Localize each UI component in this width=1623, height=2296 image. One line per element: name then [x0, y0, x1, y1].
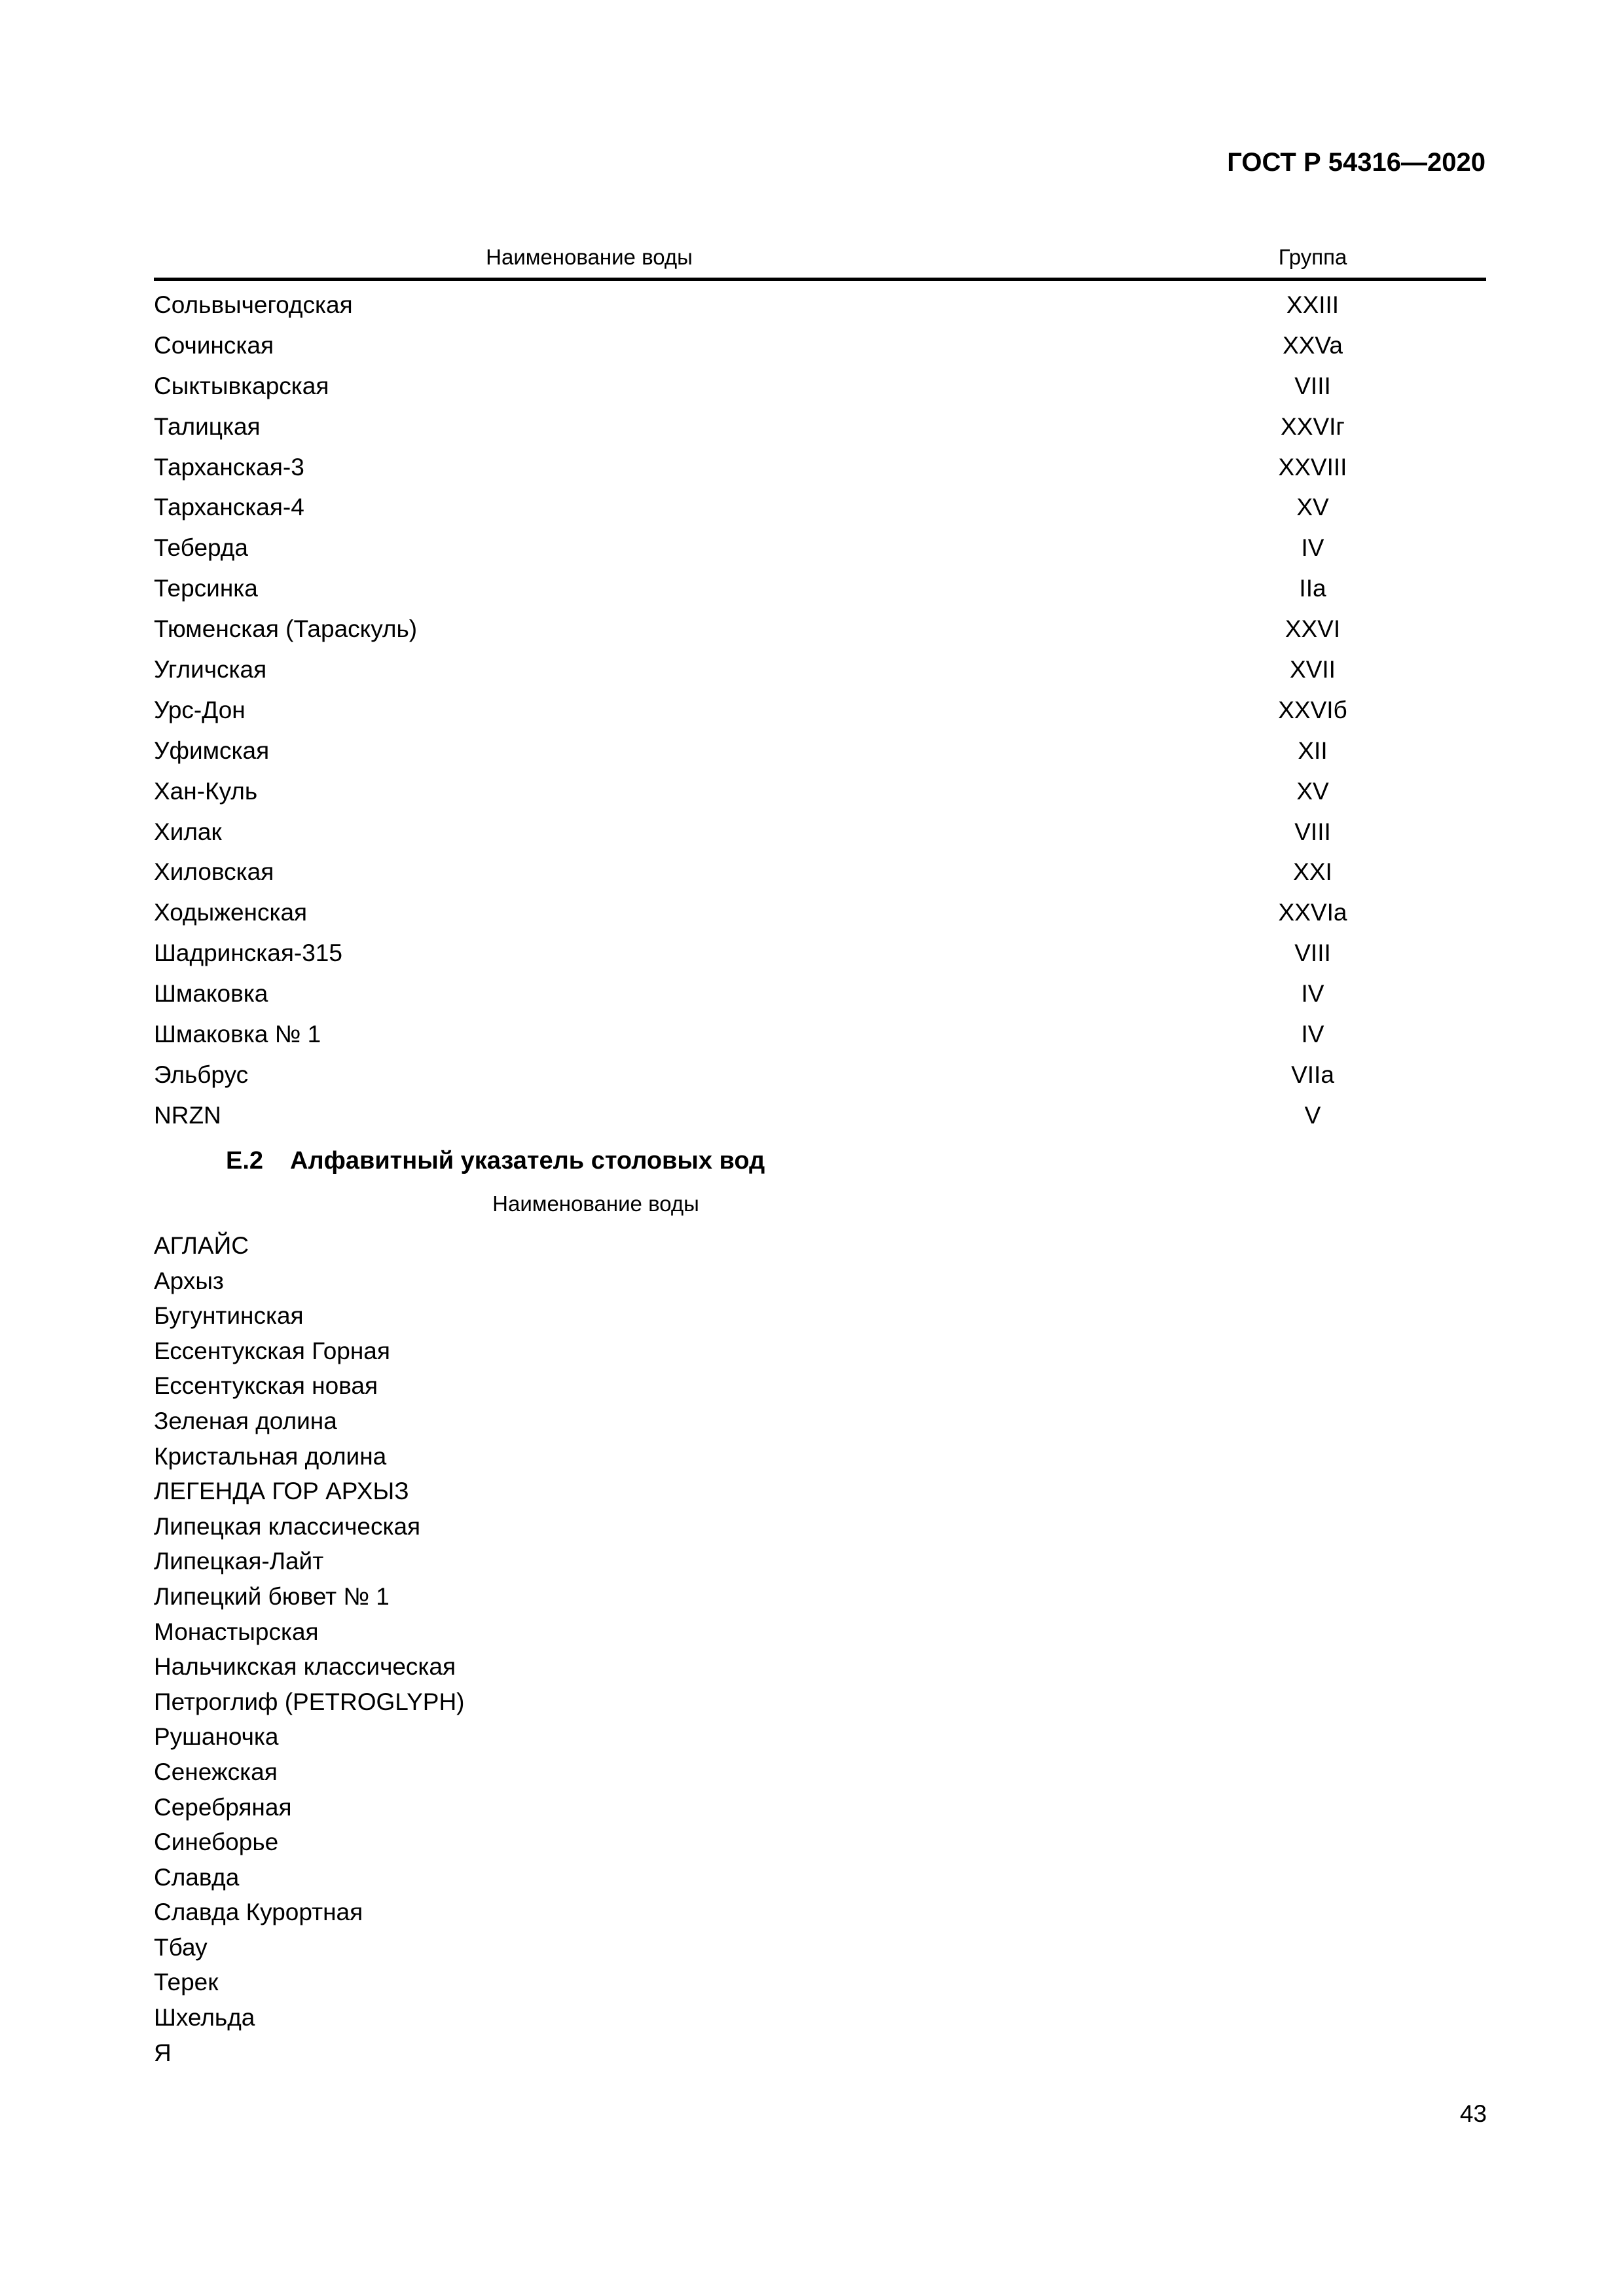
- list-item: ЛЕГЕНДА ГОР АРХЫЗ: [154, 1478, 409, 1505]
- list-item: Липецкий бювет № 1: [154, 1582, 390, 1610]
- table-row: [154, 1055, 1486, 1095]
- list-item: Ессентукская Горная: [154, 1337, 390, 1364]
- water-group: XV: [1296, 777, 1329, 805]
- water-group: XII: [1298, 737, 1328, 764]
- table-header: [154, 241, 1486, 281]
- water-group: VIIa: [1291, 1061, 1334, 1088]
- table-water-column-header: Наименование воды: [492, 1192, 699, 1216]
- section-number: Е.2: [226, 1147, 264, 1175]
- water-name: Тарханская-3: [154, 453, 304, 481]
- document-header: ГОСТ Р 54316—2020: [1227, 148, 1486, 177]
- table-row: [154, 933, 1486, 974]
- list-item: Кристальная долина: [154, 1442, 387, 1470]
- list-item: Шхельда: [154, 2004, 255, 2032]
- water-name: Шмаковка: [154, 980, 268, 1008]
- list-item: АГЛАЙС: [154, 1232, 249, 1259]
- water-group: IV: [1301, 1021, 1324, 1048]
- table-row: [154, 366, 1486, 407]
- water-group: XXVa: [1283, 331, 1343, 359]
- table-row: [154, 285, 1486, 325]
- table-row: [154, 609, 1486, 649]
- water-group: XXI: [1293, 858, 1332, 886]
- water-name: Ходыженская: [154, 899, 308, 926]
- table-row: [154, 528, 1486, 568]
- water-name: NRZN: [154, 1101, 221, 1129]
- water-group: IV: [1301, 534, 1324, 562]
- list-item: Бугунтинская: [154, 1302, 304, 1330]
- water-name: Тарханская-4: [154, 494, 304, 521]
- water-name: Хан-Куль: [154, 777, 258, 805]
- table-row: [154, 812, 1486, 852]
- water-group: XVII: [1290, 656, 1336, 683]
- table-row: [154, 974, 1486, 1014]
- list-item: Липецкая классическая: [154, 1512, 421, 1540]
- list-item: Серебряная: [154, 1793, 292, 1821]
- list-item: Архыз: [154, 1267, 224, 1294]
- water-group: XV: [1296, 494, 1329, 521]
- table-body: [154, 281, 1486, 1136]
- water-name: Терсинка: [154, 575, 258, 602]
- table-row: [154, 852, 1486, 892]
- column-header-group: Группа: [1278, 245, 1347, 269]
- list-item: Терек: [154, 1969, 219, 1996]
- page-number: 43: [1459, 2100, 1487, 2127]
- table-row: [154, 690, 1486, 731]
- water-group: VIII: [1294, 939, 1331, 967]
- water-name: Шадринская-315: [154, 939, 342, 967]
- table-row: [154, 1014, 1486, 1055]
- list-item: Славда: [154, 1863, 240, 1891]
- water-name: Урс-Дон: [154, 696, 246, 723]
- water-name: Сольвычегодская: [154, 291, 353, 318]
- water-group: XXIII: [1286, 291, 1340, 318]
- list-item: Тбау: [154, 1933, 208, 1961]
- table-water-list: [154, 1228, 465, 2070]
- table-row: [154, 649, 1486, 690]
- water-name: Сочинская: [154, 331, 274, 359]
- water-name: Угличская: [154, 656, 267, 683]
- water-group: IIa: [1299, 575, 1326, 602]
- table-row: [154, 447, 1486, 488]
- section-heading: Алфавитный указатель столовых вод: [290, 1147, 765, 1175]
- list-item: Зеленая долина: [154, 1407, 337, 1434]
- table-row: [154, 568, 1486, 609]
- list-item: Липецкая-Лайт: [154, 1548, 324, 1575]
- list-item: Петроглиф (PETROGLYPH): [154, 1688, 465, 1715]
- list-item: Славда Курортная: [154, 1899, 363, 1926]
- water-name: Хиловская: [154, 858, 274, 886]
- water-group: XXVIб: [1278, 696, 1347, 723]
- column-header-name: Наименование воды: [486, 245, 693, 269]
- table-row: [154, 731, 1486, 771]
- table-row: [154, 892, 1486, 933]
- table-row: [154, 407, 1486, 447]
- water-group: VIII: [1294, 818, 1331, 845]
- list-item: Я: [154, 2039, 172, 2066]
- water-group: V: [1304, 1101, 1321, 1129]
- water-name: Талицкая: [154, 412, 261, 440]
- list-item: Синеборье: [154, 1829, 279, 1856]
- table-row: [154, 771, 1486, 812]
- list-item: Ессентукская новая: [154, 1372, 378, 1400]
- mineral-water-table: [154, 241, 1486, 1136]
- water-name: Эльбрус: [154, 1061, 249, 1088]
- water-group: VIII: [1294, 372, 1331, 399]
- water-name: Хилак: [154, 818, 222, 845]
- water-name: Тюменская (Тараскуль): [154, 615, 418, 643]
- table-row: [154, 325, 1486, 366]
- water-name: Уфимская: [154, 737, 270, 764]
- water-name: Теберда: [154, 534, 248, 562]
- water-group: XXVIг: [1281, 412, 1345, 440]
- water-name: Сыктывкарская: [154, 372, 329, 399]
- table-row: [154, 1095, 1486, 1136]
- table-row: [154, 487, 1486, 528]
- list-item: Сенежская: [154, 1758, 278, 1785]
- list-item: Нальчикская классическая: [154, 1653, 456, 1681]
- section-title: [226, 1147, 765, 1175]
- water-group: XXVI: [1285, 615, 1341, 643]
- list-item: Монастырская: [154, 1618, 319, 1645]
- water-name: Шмаковка № 1: [154, 1021, 321, 1048]
- list-item: Рушаночка: [154, 1723, 279, 1751]
- water-group: XXVIII: [1278, 453, 1347, 481]
- water-group: IV: [1301, 980, 1324, 1008]
- water-group: XXVIa: [1278, 899, 1347, 926]
